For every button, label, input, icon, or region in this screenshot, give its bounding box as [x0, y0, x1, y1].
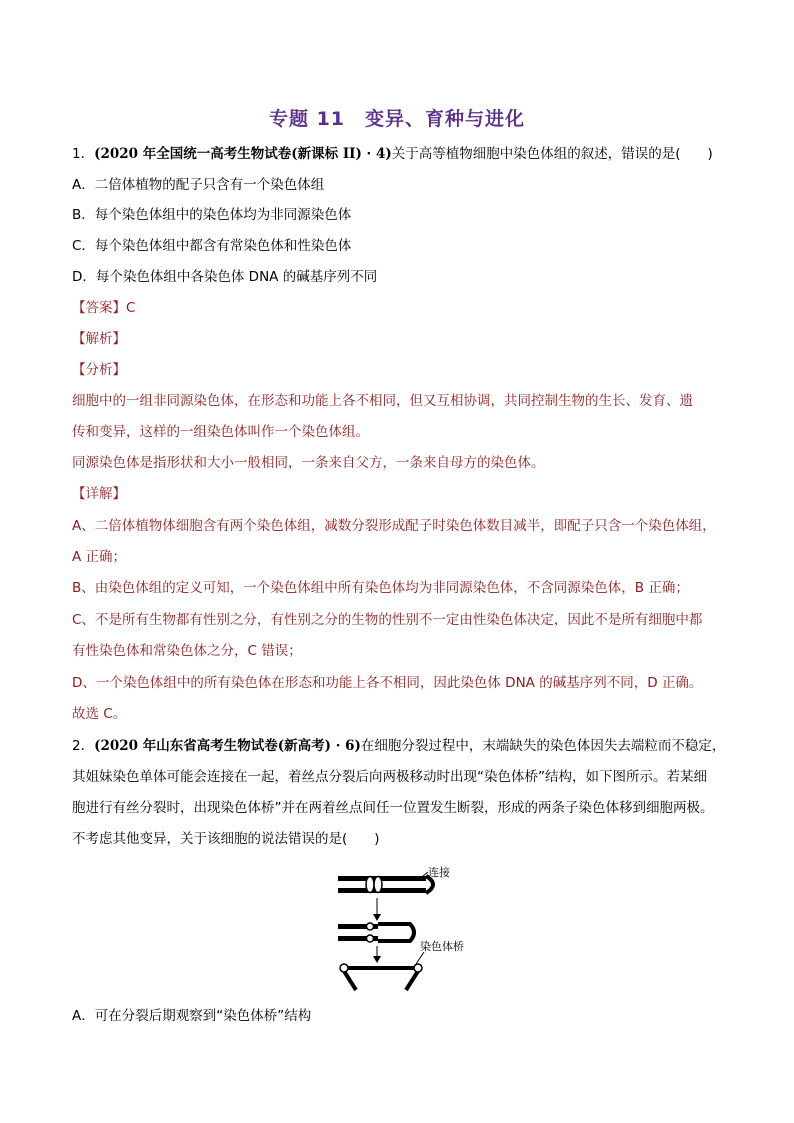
fenxi-line: 传和变异，这样的一组染色体叫作一个染色体组。 — [72, 424, 369, 440]
dicentric-chromosome — [338, 923, 414, 942]
question-text-line: 胞进行有丝分裂时，出现染色体桥”并在两着丝点间任一位置发生断裂，形成的两条子染色体移到细胞两极。 — [72, 800, 714, 816]
connected-chromatids — [338, 876, 433, 893]
label-connect: 连接 — [428, 866, 450, 879]
answer-label: 【答案】C — [72, 300, 136, 316]
fenxi-line: 同源染色体是指形状和大小一般相同，一条来自父方，一条来自母方的染色体。 — [72, 455, 545, 471]
detail-line: D、一个染色体组中的所有染色体在形态和功能上各不相同，因此染色体 DNA 的碱基序列不同，D 正确。 — [72, 675, 703, 691]
chromosome-bridge — [340, 964, 422, 990]
question-source: (2020 年全国统一高考生物试卷(新课标 II) · 4) — [94, 146, 392, 162]
question-text-line: 不考虑其他变异，关于该细胞的说法错误的是( ) — [72, 831, 380, 847]
question-number: 2． — [72, 738, 95, 754]
detail-line: 故选 C。 — [72, 706, 127, 722]
question-text: 关于高等植物细胞中染色体组的叙述，错误的是( ) — [391, 146, 713, 162]
question-2-stem — [72, 736, 732, 756]
label-bridge: 染色体桥 — [420, 940, 464, 953]
detail-header: 【详解】 — [72, 486, 126, 502]
detail-line: A、二倍体植物体细胞含有两个染色体组，减数分裂形成配子时染色体数目减半，即配子只含一个染色体组， — [72, 518, 716, 534]
question-number: 1． — [72, 146, 95, 162]
question-text: 在细胞分裂过程中，末端缺失的染色体因失去端粒而不稳定， — [360, 738, 726, 754]
analysis-header: 【解析】 — [72, 331, 126, 347]
option-d: D．每个染色体组中各染色体 DNA 的碱基序列不同 — [72, 269, 378, 285]
detail-line: 有性染色体和常染色体之分，C 错误； — [72, 643, 302, 659]
option-a: A．二倍体植物的配子只含有一个染色体组 — [72, 177, 325, 193]
question-source: (2020 年山东省高考生物试卷(新高考) · 6) — [94, 738, 361, 754]
detail-line: A 正确； — [72, 549, 127, 565]
fenxi-header: 【分析】 — [72, 362, 126, 378]
detail-line: B、由染色体组的定义可知，一个染色体组中所有染色体均为非同源染色体，不含同源染色体，B 正确； — [72, 580, 689, 596]
chromosome-bridge-figure — [320, 858, 500, 998]
option-c: C．每个染色体组中都含有常染色体和性染色体 — [72, 238, 352, 254]
detail-line: C、不是所有生物都有性别之分，有性别之分的生物的性别不一定由性染色体决定，因此不是所有细胞中都 — [72, 612, 703, 628]
page-title: 专题 11 变异、育种与进化 — [268, 108, 526, 130]
option-a: A．可在分裂后期观察到“染色体桥”结构 — [72, 1008, 312, 1024]
fenxi-line: 细胞中的一组非同源染色体，在形态和功能上各不相同，但又互相协调，共同控制生物的生长、发育、遗 — [72, 393, 693, 409]
question-text-line: 其姐妹染色单体可能会连接在一起，着丝点分裂后向两极移动时出现“染色体桥”结构，如下图所示。若某细 — [72, 769, 707, 785]
option-b: B．每个染色体组中的染色体均为非同源染色体 — [72, 207, 352, 223]
question-1-stem — [72, 144, 732, 164]
